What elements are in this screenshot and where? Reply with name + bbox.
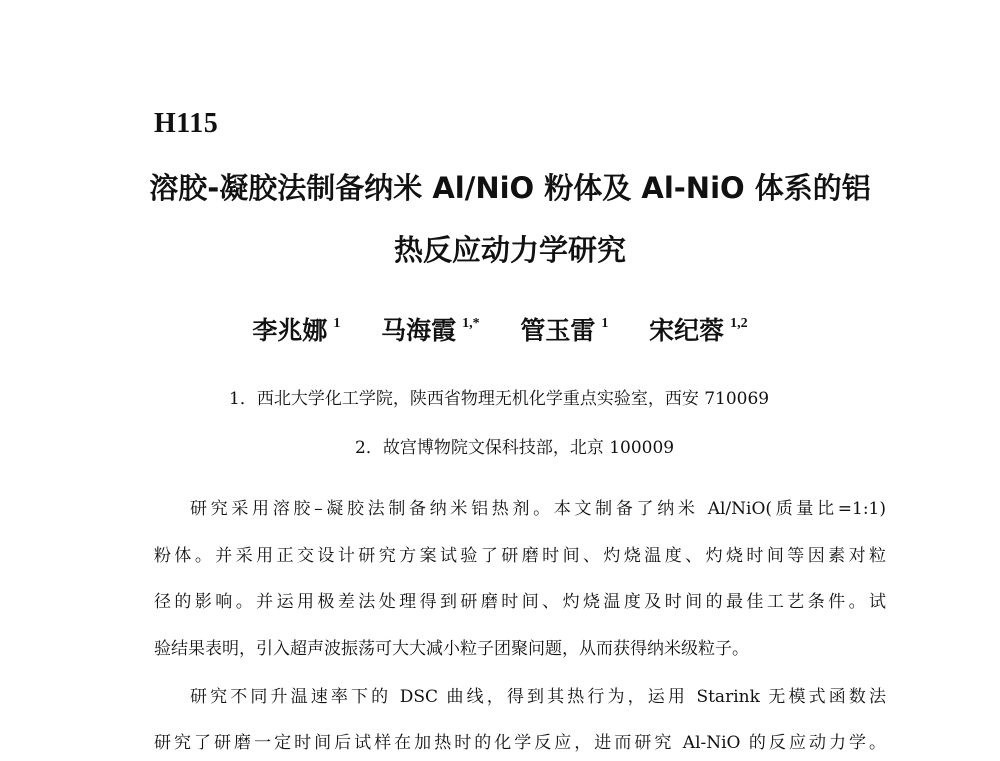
author bbox=[520, 311, 608, 347]
author-affiliation-mark: 1 bbox=[601, 316, 609, 331]
body-text-line: 粉体。并采用正交设计研究方案试验了研磨时间、灼烧温度、灼烧时间等因素对粒 bbox=[154, 546, 886, 566]
author bbox=[649, 311, 748, 347]
author bbox=[252, 311, 340, 347]
author-affiliation-mark: 1,* bbox=[462, 316, 480, 331]
paper-code: H115 bbox=[154, 108, 219, 139]
author-name: 管玉雷 bbox=[520, 316, 596, 345]
paper-title-line-1: 溶胶-凝胶法制备纳米 Al/NiO 粉体及 Al-NiO 体系的铝 bbox=[149, 171, 871, 205]
body-text-line: 研究不同升温速率下的 DSC 曲线，得到其热行为，运用 Starink 无模式函数法 bbox=[190, 687, 886, 707]
author-list bbox=[0, 311, 1000, 347]
paper-title-line-2: 热反应动力学研究 bbox=[393, 233, 626, 267]
author-name: 宋纪蓉 bbox=[649, 316, 725, 345]
author-affiliation-mark: 1,2 bbox=[730, 316, 748, 331]
body-text-line: 验结果表明，引入超声波振荡可大大减小粒子团聚问题，从而获得纳米级粒子。 bbox=[154, 639, 749, 659]
body-text-line: 研究采用溶胶–凝胶法制备纳米铝热剂。本文制备了纳米 Al/NiO(质量比=1:1) bbox=[190, 499, 886, 519]
author-name: 李兆娜 bbox=[252, 316, 328, 345]
author-affiliation-mark: 1 bbox=[333, 316, 341, 331]
body-text-line: 研究了研磨一定时间后试样在加热时的化学反应，进而研究 Al-NiO 的反应动力学。 bbox=[154, 733, 886, 753]
affiliation-2: 2．故宫博物院文保科技部，北京 100009 bbox=[355, 438, 675, 458]
affiliation-1: 1．西北大学化工学院，陕西省物理无机化学重点实验室，西安 710069 bbox=[229, 389, 770, 409]
author bbox=[381, 311, 480, 347]
body-text-line: 径的影响。并运用极差法处理得到研磨时间、灼烧温度及时间的最佳工艺条件。试 bbox=[154, 592, 886, 612]
author-name: 马海霞 bbox=[381, 316, 457, 345]
